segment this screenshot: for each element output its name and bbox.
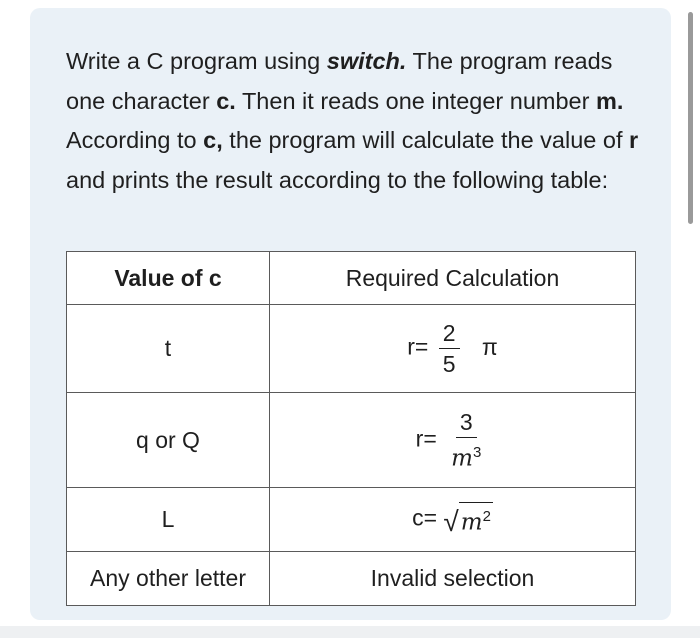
text-part: Write a C program using bbox=[66, 48, 327, 74]
cell-value: q or Q bbox=[67, 393, 270, 488]
fraction-denominator bbox=[447, 438, 485, 472]
bottom-strip bbox=[0, 626, 700, 638]
variable-c: c, bbox=[203, 127, 223, 153]
calculation-table bbox=[66, 251, 636, 606]
text-part: and prints the result according to the following table: bbox=[66, 166, 609, 193]
variable-c: c. bbox=[216, 87, 236, 114]
scrollbar[interactable] bbox=[688, 12, 693, 224]
header-required-calculation: Required Calculation bbox=[270, 252, 636, 305]
formula-lhs: r= bbox=[415, 425, 437, 452]
exponent: 2 bbox=[482, 508, 491, 526]
variable-m: m. bbox=[595, 87, 624, 114]
cell-calculation bbox=[270, 305, 636, 393]
fraction-denominator: 5 bbox=[442, 351, 456, 377]
table-row bbox=[67, 305, 636, 393]
table-row bbox=[67, 488, 636, 552]
cell-value: t bbox=[67, 305, 270, 393]
cell-calculation bbox=[270, 393, 636, 488]
exponent: 3 bbox=[472, 443, 482, 461]
square-root bbox=[443, 502, 493, 537]
formula-lhs: c= bbox=[412, 504, 437, 531]
keyword-switch: switch. bbox=[326, 48, 407, 74]
text-part: The program reads one character bbox=[66, 48, 613, 114]
table-row bbox=[67, 393, 636, 488]
cell-calculation: Invalid selection bbox=[270, 552, 636, 606]
radicand bbox=[459, 502, 493, 537]
table-row bbox=[67, 552, 636, 606]
text-part: According to bbox=[66, 127, 204, 153]
fraction-numerator: 2 bbox=[439, 320, 460, 349]
formula-lhs: r= bbox=[407, 333, 429, 360]
cell-value: L bbox=[67, 488, 270, 552]
variable-m: m bbox=[460, 509, 483, 536]
radical-sign: √ bbox=[443, 505, 459, 537]
fraction bbox=[447, 409, 485, 472]
variable-r: r bbox=[629, 127, 639, 153]
table-header-row bbox=[67, 252, 636, 305]
question-text bbox=[66, 42, 656, 200]
cell-calculation bbox=[270, 488, 636, 552]
text-part: Then it reads one integer number bbox=[235, 87, 596, 114]
cell-value: Any other letter bbox=[67, 552, 270, 606]
text-part: the program will calculate the value of bbox=[222, 127, 630, 153]
fraction-numerator: 3 bbox=[456, 409, 477, 438]
pi-symbol: π bbox=[481, 333, 498, 360]
header-value-of-c: Value of c bbox=[67, 252, 270, 305]
fraction bbox=[439, 320, 460, 377]
variable-m: m bbox=[451, 445, 473, 472]
